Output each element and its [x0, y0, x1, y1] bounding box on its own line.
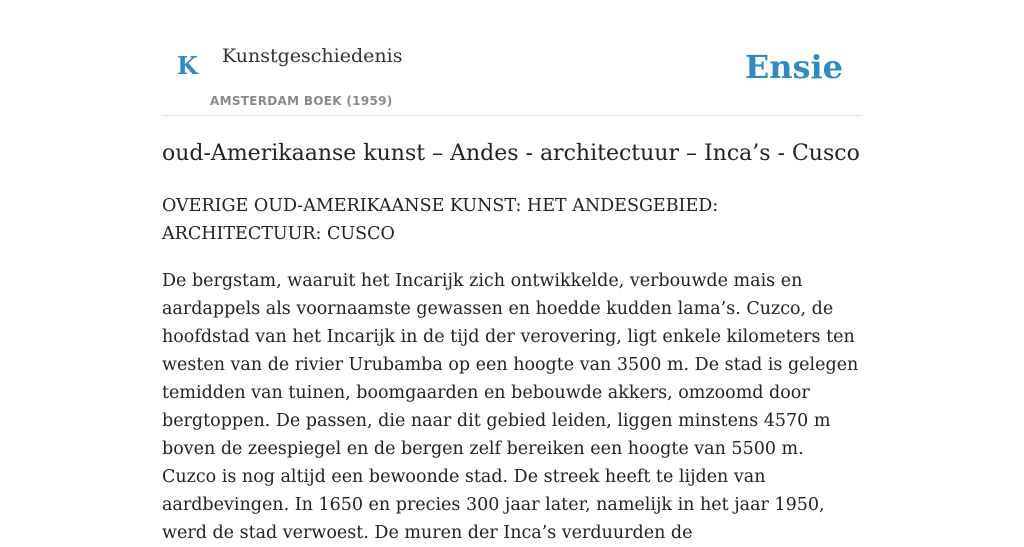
- article-body: De bergstam, waaruit het Incarijk zich ontwikkelde, verbouwde mais en aardappels als voornaamste gewassen en hoedde kudden lama’s. Cuzco, de hoofdstad van het Incarijk in de tijd der verovering, ligt enkele kilometers ten westen van de rivier Urubamba op een hoogte van 3500 m. De stad is gelegen temidden van tuinen, boomgaarden en bebouwde akkers, omzoomd door bergtoppen. De passen, die naar dit gebied leiden, liggen minstens 4570 m boven de zeespiegel en de bergen zelf bereiken een hoogte van 5500 m. Cuzco is nog altijd een bewoonde stad. De streek heeft te lijden van aardbevingen. In 1650 en precies 300 jaar later, namelijk in het jaar 1950, werd de stad verwoest. De muren der Inca’s verduurden de: [162, 271, 859, 543]
- ensie-logo[interactable]: Ensie: [744, 48, 843, 86]
- content-container: [162, 0, 862, 116]
- article-header: [162, 0, 862, 116]
- article-subtitle: OVERIGE OUD-AMERIKAANSE KUNST: HET ANDESGEBIED: ARCHITECTUUR: CUSCO: [162, 196, 719, 244]
- category-logo-icon[interactable]: K: [177, 51, 198, 80]
- category-link[interactable]: Kunstgeschiedenis: [222, 45, 403, 67]
- article-title: oud-Amerikaanse kunst – Andes - architectuur – Inca’s - Cusco: [162, 141, 860, 166]
- source-label: AMSTERDAM BOEK (1959): [210, 94, 393, 108]
